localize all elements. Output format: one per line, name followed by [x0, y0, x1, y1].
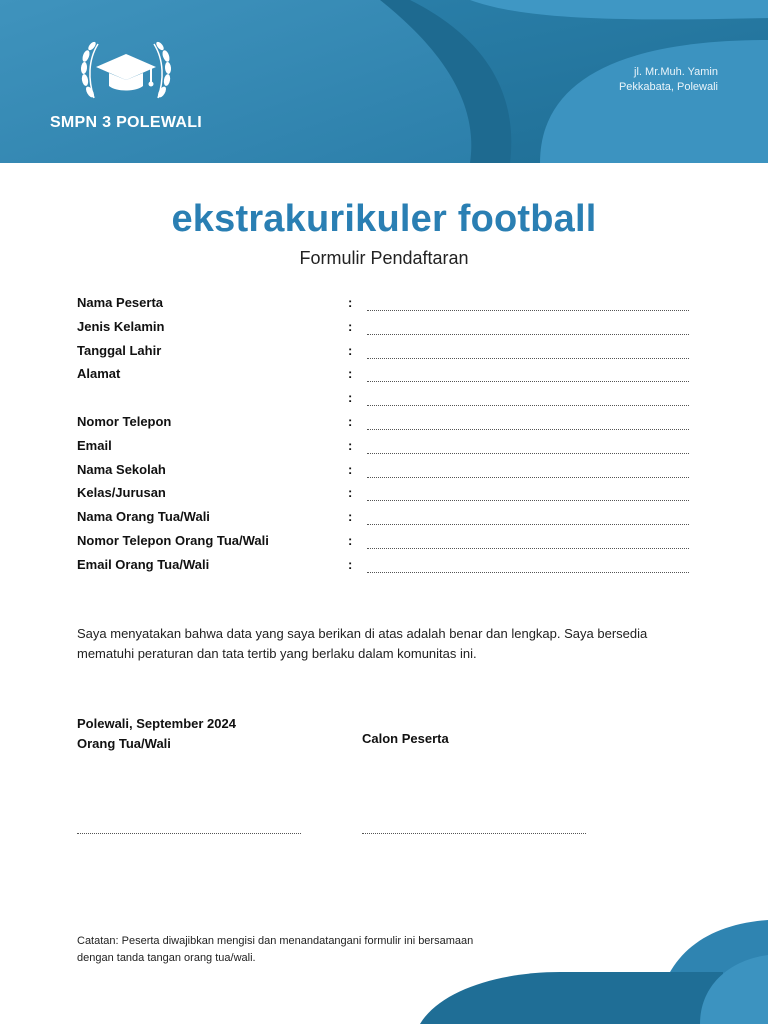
field-label: Nomor Telepon: [77, 413, 172, 429]
field-input-line[interactable]: [367, 358, 689, 359]
field-colon: :: [348, 413, 353, 429]
field-label: Nomor Telepon Orang Tua/Wali: [77, 532, 269, 548]
field-nama-peserta: [77, 295, 689, 319]
field-input-line[interactable]: [367, 334, 689, 335]
registration-fields: [77, 295, 689, 581]
participant-signature-label: Calon Peserta: [362, 731, 449, 746]
field-label: Nama Peserta: [77, 295, 163, 310]
field-colon: :: [348, 437, 353, 453]
field-colon: :: [348, 390, 353, 406]
field-tanggal-lahir: [77, 343, 689, 367]
participant-signature-line[interactable]: [362, 833, 586, 834]
field-input-line[interactable]: [367, 429, 689, 430]
field-input-line[interactable]: [367, 572, 689, 573]
field-label: Email: [77, 437, 112, 453]
field-input-line[interactable]: [367, 524, 689, 525]
field-label: Email Orang Tua/Wali: [77, 556, 210, 572]
field-colon: :: [348, 509, 353, 525]
field-alamat-continued: [77, 390, 689, 414]
field-label: Jenis Kelamin: [77, 318, 165, 334]
place-date: Polewali, September 2024: [77, 716, 236, 731]
school-name: SMPN 3 POLEWALI: [49, 114, 203, 131]
field-input-line[interactable]: [367, 500, 689, 501]
field-alamat: [77, 366, 689, 390]
field-email-orang-tua: [77, 557, 689, 581]
field-nomor-telepon: [77, 414, 689, 438]
field-label: Nama Orang Tua/Wali: [77, 509, 210, 525]
field-telepon-orang-tua: [77, 533, 689, 557]
form-subtitle: Formulir Pendaftaran: [299, 248, 469, 268]
field-colon: :: [348, 461, 353, 477]
form-title: ekstrakurikuler football: [171, 198, 597, 240]
field-jenis-kelamin: [77, 319, 689, 343]
field-input-line[interactable]: [367, 453, 689, 454]
field-input-line[interactable]: [367, 310, 689, 311]
field-input-line[interactable]: [367, 477, 689, 478]
field-nama-orang-tua: [77, 509, 689, 533]
field-label: Tanggal Lahir: [77, 342, 162, 358]
parent-signature-line[interactable]: [77, 833, 301, 834]
field-colon: :: [348, 485, 353, 501]
page-header: [0, 0, 768, 163]
parent-signature-label: Orang Tua/Wali: [77, 736, 171, 751]
field-colon: :: [348, 556, 353, 572]
field-label: Nama Sekolah: [77, 461, 166, 477]
graduation-cap-icon: [76, 40, 176, 106]
footer-wave-decoration: [0, 900, 768, 1024]
field-input-line[interactable]: [367, 381, 689, 382]
field-kelas-jurusan: [77, 485, 689, 509]
field-label: Kelas/Jurusan: [77, 485, 166, 501]
school-logo: [38, 40, 214, 132]
address-line-1: jl. Mr.Muh. Yamin: [634, 66, 718, 78]
school-address: [619, 65, 718, 95]
footer-note: Catatan: Peserta diwajibkan mengisi dan menandatangani formulir ini bersamaan dengan tanda tangan orang tua/wali.: [77, 935, 474, 964]
field-colon: :: [348, 318, 353, 334]
field-email: [77, 438, 689, 462]
field-nama-sekolah: [77, 462, 689, 486]
field-input-line[interactable]: [367, 548, 689, 549]
field-colon: :: [348, 295, 353, 310]
field-colon: :: [348, 342, 353, 358]
field-colon: :: [348, 366, 353, 382]
signature-block-parent: [77, 714, 236, 754]
field-colon: :: [348, 532, 353, 548]
field-input-line[interactable]: [367, 405, 689, 406]
address-line-2: Pekkabata, Polewali: [618, 81, 718, 93]
field-label: Alamat: [77, 366, 121, 382]
declaration-statement: Saya menyatakan bahwa data yang saya berikan di atas adalah benar dan lengkap. Saya bersedia mematuhi peraturan dan tata tertib yang berlaku dalam komunitas ini.: [77, 626, 648, 661]
